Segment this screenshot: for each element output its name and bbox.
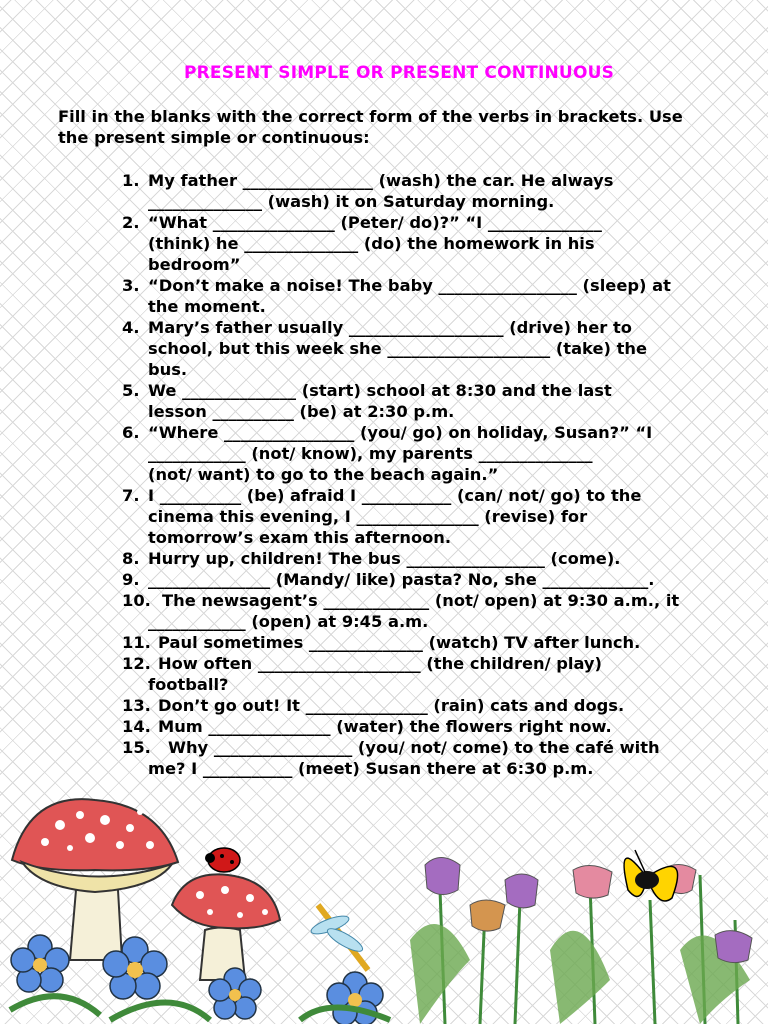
item-text: “Where ________________ (you/ go) on holiday, Susan?” “I [148,423,653,442]
butterfly-icon [624,850,678,901]
item-number: 3. [122,276,140,295]
item-number: 13. [122,696,151,715]
item-text: Mary’s father usually ___________________ (drive) her to [148,318,632,337]
item-text: bus. [148,360,188,379]
item-text: lesson __________ (be) at 2:30 p.m. [148,402,455,421]
instructions [58,106,748,148]
exercise-item [122,716,747,737]
item-text: cinema this evening, I _______________ (revise) for [148,507,588,526]
item-text: Don’t go out! It _______________ (rain) cats and dogs. [158,696,625,715]
exercise-item [122,653,747,695]
instructions-line: the present simple or continuous: [58,128,370,147]
item-number: 8. [122,549,140,568]
item-text: ____________ (open) at 9:45 a.m. [148,612,429,631]
item-number: 15. [122,738,151,757]
instructions-line: Fill in the blanks with the correct form of the verbs in brackets. Use [58,107,683,126]
exercise-item [122,170,747,212]
item-text: “What _______________ (Peter/ do)?” “I ______________ [148,213,602,232]
item-text: football? [148,675,229,694]
exercise-item [122,590,747,632]
item-text: Hurry up, children! The bus _________________ (come). [148,549,621,568]
item-text: bedroom” [148,255,241,274]
item-number: 6. [122,423,140,442]
item-text: the moment. [148,297,266,316]
item-number: 2. [122,213,140,232]
item-number: 5. [122,381,140,400]
item-text: “Don’t make a noise! The baby _________________ (sleep) at [148,276,671,295]
item-number: 7. [122,486,140,505]
tulips-illustration [410,858,752,1024]
item-text: ______________ (wash) it on Saturday morning. [148,192,555,211]
item-number: 10. [122,591,151,610]
item-number: 4. [122,318,140,337]
item-text: How often ____________________ (the children/ play) [158,654,602,673]
exercise-item [122,275,747,317]
item-number: 12. [122,654,151,673]
item-text: me? I ___________ (meet) Susan there at 6:30 p.m. [148,759,594,778]
item-text: Why _________________ (you/ not/ come) to the café with [168,738,660,757]
exercise-list [122,170,747,779]
exercise-item [122,380,747,422]
item-text: (think) he ______________ (do) the homework in his [148,234,595,253]
item-number: 11. [122,633,151,652]
exercise-item [122,695,747,716]
item-number: 14. [122,717,151,736]
exercise-item [122,737,747,779]
item-text: Mum _______________ (water) the flowers right now. [158,717,612,736]
item-text: I __________ (be) afraid I ___________ (can/ not/ go) to the [148,486,642,505]
item-text: (not/ want) to go to the beach again.” [148,465,499,484]
exercise-item [122,317,747,380]
item-number: 1. [122,171,140,190]
item-number: 9. [122,570,140,589]
exercise-item [122,485,747,548]
decorative-artwork [0,780,768,1024]
item-text: tomorrow’s exam this afternoon. [148,528,452,547]
item-text: My father ________________ (wash) the car. He always [148,171,614,190]
exercise-item [122,422,747,485]
item-text: school, but this week she ____________________ (take) the [148,339,648,358]
item-text: We ______________ (start) school at 8:30 and the last [148,381,612,400]
item-text: ____________ (not/ know), my parents ______________ [148,444,593,463]
item-text: _______________ (Mandy/ like) pasta? No, she _____________. [148,570,655,589]
exercise-item [122,212,747,275]
exercise-item [122,569,747,590]
item-text: Paul sometimes ______________ (watch) TV after lunch. [158,633,641,652]
ladybug-icon [205,848,240,872]
exercise-item [122,548,747,569]
dragonfly-icon [309,905,368,970]
worksheet-title: PRESENT SIMPLE OR PRESENT CONTINUOUS [183,63,615,83]
item-text: The newsagent’s _____________ (not/ open) at 9:30 a.m., it [162,591,680,610]
exercise-item [122,632,747,653]
